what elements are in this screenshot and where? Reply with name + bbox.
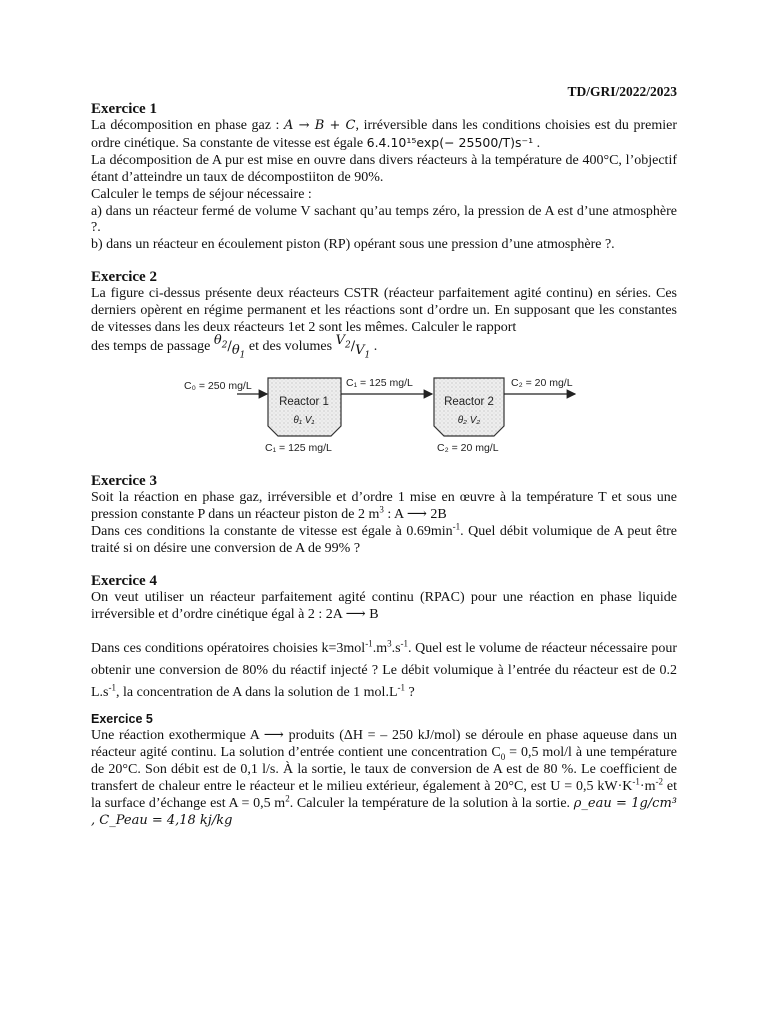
- exercise-1-conditions: La décomposition de A pur est mise en ouvre dans divers réacteurs à la température de 400°C, l’objectif étant d’atteindre un taux de décompostiiton de 90%.: [91, 152, 677, 185]
- exercise-3: [91, 472, 677, 558]
- reactor-1-label: Reactor 1: [279, 396, 329, 408]
- exercise-4-statement: On veut utiliser un réacteur parfaitement agité continu (RPAC) pour une réaction en phase liquide irréversible et d’ordre cinétique égal à 2 : 2A ⟶ B: [91, 590, 677, 622]
- exercise-4: [91, 572, 677, 704]
- exercise-2-title: Exercice 2: [91, 269, 157, 285]
- inlet-concentration: C₀ = 250 mg/L: [184, 380, 252, 392]
- exercise-2: [91, 268, 677, 361]
- reactor-1-params: θ₁ V₁: [293, 415, 315, 426]
- outlet-concentration: C₂ = 20 mg/L: [511, 377, 573, 389]
- exercise-3-question: Dans ces conditions la constante de vitesse est égale à $0.69\min^{-1}$. Quel débit volumique de A peut être traité si on désire une conversion de A de 99% ?: [91, 521, 677, 556]
- exercise-1-part-b: b) dans un réacteur en écoulement piston (RP) opérant sous une pression d’une atmosphère ?.: [91, 237, 615, 253]
- exercise-5-statement: Une réaction exothermique A ⟶ produits (ΔH = – 250 kJ/mol) se déroule en phase aqueuse dans un réacteur agité continu. La solution d’entrée contient une concentration $C_0 = 0,5$ mol/l à une température de 20°C. Son débit est de 0,1 l/s. À la sortie, le taux de conversion de A est de 80 %. Le coefficient de transfert de chaleur entre le réacteur et le milieu extérieur, également à 20°C, est U = 0,5 $kW\cdot K^{-1}\cdot m^{-2}$ et la surface d’échange est A = 0,5 $m^2$. Calculer la température de la solution à la sortie. ρ_eau = 1g/cm³ , C_Peau = 4,18 kj/kg: [91, 728, 678, 828]
- exercise-1-part-a: a) dans un réacteur fermé de volume V sachant qu’au temps zéro, la pression de A est d’une atmosphère ?.: [91, 203, 677, 236]
- rate-constant: 6.4.10¹⁵exp(− 25500/T)s⁻¹: [366, 134, 534, 150]
- cstr-series-diagram: [179, 374, 579, 464]
- reactor-1-concentration: C₁ = 125 mg/L: [265, 442, 332, 454]
- exercise-2-ratio-line: des temps de passage $\theta_2/\theta_1$ et des volumes $V_2/V_1$ .: [91, 332, 378, 361]
- exercise-5: [91, 710, 677, 829]
- exercise-3-statement: Soit la réaction en phase gaz, irréversible et d’ordre 1 mise en œuvre à la température T et sous une pression constante P dans un réacteur piston de 2 $m^3$ : A ⟶ 2B: [91, 490, 677, 522]
- volume-ratio: $V_2/V_1$: [335, 332, 371, 361]
- interstage-concentration: C₁ = 125 mg/L: [346, 377, 413, 389]
- reactor-2-label: Reactor 2: [444, 396, 494, 408]
- exercise-2-statement: La figure ci-dessus présente deux réacteurs CSTR (réacteur parfaitement agité continu) en séries. Ces derniers opèrent en régime permanent et les réactions sont d’ordre un. En supposant que les constantes de vitesses dans les deux réacteurs 1et 2 sont les mêmes. Calculer le rapport: [91, 286, 677, 335]
- exercise-1-statement: La décomposition en phase gaz : A → B + C, irréversible dans les conditions choisies est du premier ordre cinétique. Sa constante de vitesse est égale 6.4.10¹⁵exp(− 25500/T)s⁻¹ .: [91, 118, 678, 151]
- exercise-1-question: Calculer le temps de séjour nécessaire :: [91, 186, 312, 202]
- document-reference: TD/GRI/2022/2023: [567, 84, 677, 99]
- exercise-1-title: Exercice 1: [91, 101, 157, 117]
- reactor-2-params: θ₂ V₂: [457, 415, 481, 426]
- exercise-4-title: Exercice 4: [91, 573, 157, 589]
- theta-ratio: $\theta_2/\theta_1$: [213, 332, 246, 361]
- reactor-2-concentration: C₂ = 20 mg/L: [437, 442, 499, 454]
- water-properties: ρ_eau = 1g/cm³ , C_Peau = 4,18 kj/kg: [91, 795, 678, 828]
- exercise-4-question: Dans ces conditions opératoires choisies $k=3mol^{-1}.m^3.s^{-1}$. Quel est le volume de réacteur nécessaire pour obtenir une conversion de 80% du réactif injecté ? Le débit volumique à l’entrée du réacteur est de 0.2 $L.s^{-1}$, la concentration de A dans la solution de 1 $mol.L^{-1}$ ?: [91, 638, 678, 700]
- exercise-3-title: Exercice 3: [91, 473, 157, 489]
- reaction-equation: A → B + C: [284, 118, 356, 133]
- exercise-1: [91, 100, 677, 254]
- exercise-5-title: Exercice 5: [91, 712, 153, 726]
